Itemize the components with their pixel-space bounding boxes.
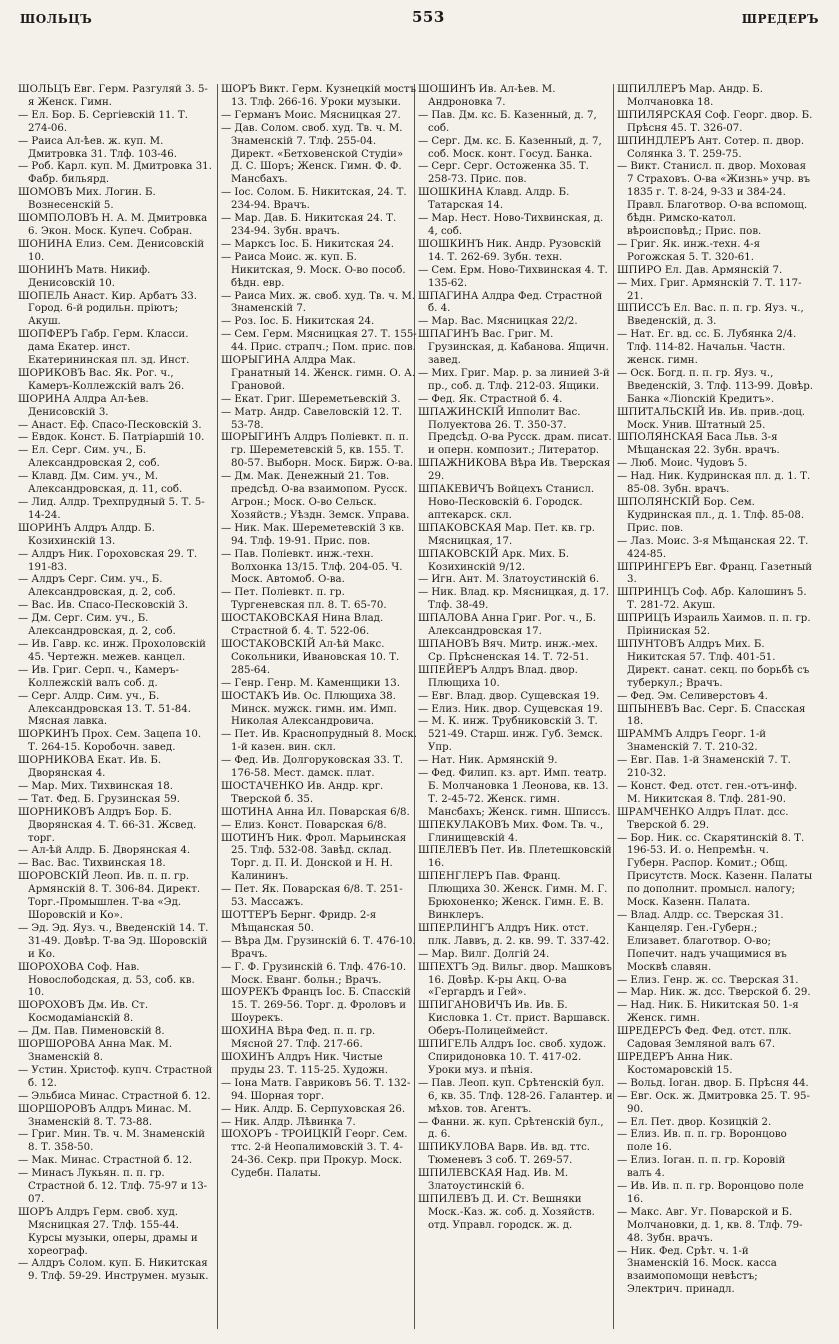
directory-entry: — Викт. Станисл. п. двор. Моховая 7 Страховъ. О-ва «Жизнь» учр. въ 1835 г. Т. 8-24, 9-33 и 384-24. Правл. Благотвор. О-ва вспомощ. бѣдн. Римско-катол. вѣроисповѣд.; Прис. пов. xyxy=(617,161,810,237)
directory-entry: — Елиз. Конст. Поварская 6/8. xyxy=(221,819,387,831)
directory-entry: ШОУРЕКЪ Францъ Іос. Б. Спасскій 15. Т. 269-56. Торг. д. Фроловъ и Шоурекъ. xyxy=(221,987,411,1025)
directory-entry: — Над. Ник. Кудринская пл. д. 1. Т. 85-08. Зубн. врачъ. xyxy=(617,471,811,496)
directory-entry: ШОРШОРОВЪ Алдръ Минас. М. Знаменскій 8. Т. 73-88. xyxy=(18,1103,192,1128)
directory-entry: — Тат. Фед. Б. Грузинская 59. xyxy=(18,793,181,805)
directory-entry: — Мар. Ник. ж. дсс. Тверской б. 29. xyxy=(617,987,811,999)
directory-entry: — Макс. Авг. Уг. Поварской и Б. Молчановки, д. 1, кв. 8. Тлф. 79-48. Зубн. врачъ. xyxy=(617,1206,803,1244)
directory-entry: ШРАММЪ Алдръ Георг. 1-й Знаменскій 7. Т. 210-32. xyxy=(617,729,767,754)
directory-entry: ШПАНОВЪ Вяч. Митр. инж.-мех. Ср. Прѣсненская 14. Т. 72-51. xyxy=(418,638,598,663)
directory-entry: ШОЛЬЦЪ Евг. Герм. Разгуляй 3. 5-я Женск. Гимн. xyxy=(18,84,208,108)
directory-entry: ШОПЕЛЬ Анаст. Кир. Арбатъ 33. Город. 6-й родильн. пріютъ; Акуш. xyxy=(18,290,197,328)
directory-entry: — Эд. Эд. Яуз. ч., Введенскій 14. Т. 31-49. Довѣр. Т-ва Эд. Шоровскій и Ко. xyxy=(18,922,209,960)
directory-entry: ШПЕЛЕВЪ Пет. Ив. Плетешковскій 16. xyxy=(418,845,612,870)
directory-entry: ШПИЛЕВЪ Д. И. Ст. Вешняки Моск.-Каз. ж. соб. д. Хозяйств. отд. Управл. городск. ж. д. xyxy=(418,1193,595,1231)
directory-entry: ШРАМЧЕНКО Алдръ Плат. дсс. Тверской б. 29. xyxy=(617,806,789,831)
directory-entry: — Серг. Серг. Остоженка 35. Т. 258-73. Прис. пов. xyxy=(418,161,589,186)
directory-entry: ШПИРО Ел. Дав. Армянскій 7. xyxy=(617,264,783,276)
directory-entry: — Люб. Моис. Чудовъ 5. xyxy=(617,458,748,470)
directory-entry: ШОНИНЪ Матв. Никиф. Денисовскій 10. xyxy=(18,264,151,289)
directory-entry: ШРЕДЕРСЪ Фед. Фед. отст. плк. Садовая Земляной валъ 67. xyxy=(617,1026,792,1051)
directory-entry: — М. К. инж. Трубниковскій 3. Т. 521-49. Старш. инж. Губ. Земск. Упр. xyxy=(418,716,603,754)
directory-entry: — Іона Матв. Гавриковъ 56. Т. 132-94. Шорная торг. xyxy=(221,1077,411,1102)
directory-entry: — Вѣра Дм. Грузинскій 6. Т. 476-10. Врачъ. xyxy=(221,935,416,960)
directory-entry: — Ник. Влад. кр. Мясницкая, д. 17. Тлф. 38-49. xyxy=(418,587,610,612)
directory-entry: — Фед. Эм. Селиверстовъ 4. xyxy=(617,690,768,702)
running-head-left: ШОЛЬЦЪ xyxy=(20,12,93,26)
directory-entry: ШОПФЕРЪ Габр. Герм. Класси. дама Екатер. инст. Екатерининская пл. зд. Инст. xyxy=(18,329,190,367)
directory-entry: — Евг. Пав. 1-й Знаменскій 7. Т. 210-32. xyxy=(617,755,791,780)
directory-entry: — Дм. Пав. Пименовскій 8. xyxy=(18,1026,165,1038)
directory-entry: ШПИЛЯРСКАЯ Соф. Георг. двор. Б. Прѣсня 45. Т. 326-07. xyxy=(617,109,813,134)
directory-entry: ШОРНИКОВА Екат. Ив. Б. Дворянская 4. xyxy=(18,755,162,780)
directory-entry: ШПАЖНИКОВА Вѣра Ив. Тверская 29. xyxy=(418,458,611,483)
directory-entry: — Алдръ Серг. Сим. уч., Б. Александровская, д. 2, соб. xyxy=(18,574,176,599)
directory-entry: — Пав. Дм. кс. Б. Казенный, д. 7, соб. xyxy=(418,109,597,134)
directory-entry: ШОТИНА Анна Ил. Поварская 6/8. xyxy=(221,806,410,818)
column-divider xyxy=(217,84,218,1329)
directory-entry: — Лид. Алдр. Трехпрудный 5. Т. 5-14-24. xyxy=(18,497,205,521)
directory-entry: — Минасъ Лукьян. п. п. гр. Страстной б. 12. Тлф. 75-97 и 13-07. xyxy=(18,1168,208,1205)
directory-entry: — Пет. Ив. Краснопрудный 8. Моск. 1-й казен. вин. скл. xyxy=(221,729,417,754)
directory-entry: ШПРИНГЕРЪ Евг. Франц. Газетный 3. xyxy=(617,561,813,586)
page-header xyxy=(12,4,827,34)
directory-entry: — Фед. Филип. кз. арт. Имп. театр. Б. Молчановка 1 Леонова, кв. 13. Т. 2-45-72. Женск. гимн. Мансбахъ; Женск. гимн. Шписсъ. xyxy=(418,768,611,818)
directory-entry: ШПАКЕВИЧЪ Войцехъ Станисл. Ново-Песковскій 6. Городск. аптекарск. скл. xyxy=(418,484,595,521)
directory-entry: ШОСТАКОВСКАЯ Нина Влад. Страстной б. 4. Т. 522-06. xyxy=(221,613,384,638)
directory-entry: — Раиса Мих. ж. своб. худ. Тв. ч. М. Знаменскій 7. xyxy=(221,290,416,315)
directory-entry: — Мар. Дав. Б. Никитская 24. Т. 234-94. Зубн. врачъ. xyxy=(221,213,397,237)
directory-entry: ШОХИНА Вѣра Фед. п. п. гр. Мясной 27. Тлф. 217-66. xyxy=(221,1026,376,1051)
directory-entry: ШПЕНГЛЕРЪ Пав. Франц. Плющиха 30. Женск. Гимн. М. Г. Брюхоненко; Женск. Гимн. Е. В. Винклеръ. xyxy=(418,871,608,921)
directory-entry: — Григ. Як. инж.-техн. 4-я Рогожская 5. Т. 320-61. xyxy=(617,238,761,263)
directory-entry: — Игн. Ант. М. Златоустинскій 6. xyxy=(418,574,600,586)
directory-entry: ШПАЖИНСКІЙ Ипполит Вас. Полуектова 26. Т. 350-37. Предсѣд. О-ва Русск. драм. писат. и оперн. композит.; Литератор. xyxy=(418,406,612,457)
directory-entry: ШРЕДЕРЪ Анна Ник. Костомаровскій 15. xyxy=(617,1051,733,1076)
directory-entry: — Евг. Оск. ж. Дмитровка 25. Т. 95-90. xyxy=(617,1090,810,1115)
directory-entry: ШОРИНА Алдра Ал-ѣев. Денисовскій 3. xyxy=(18,393,149,418)
directory-entry: — Клавд. Дм. Сим. уч., М. Александровская, д. 11, соб. xyxy=(18,471,183,496)
column-4 xyxy=(617,84,813,1334)
directory-entry: ШПАГИНЪ Вас. Григ. М. Грузинская, д. Кабанова. Ящичн. завед. xyxy=(418,329,609,367)
directory-entry: — Роб. Карл. куп. М. Дмитровка 31. Фабр. бильярд. xyxy=(18,161,212,186)
column-2 xyxy=(221,84,417,1334)
directory-entry: ШПЕЙЕРЪ Алдръ Влад. двор. Плющиха 10. xyxy=(418,664,578,689)
directory-entry: — Фед. Ив. Долгоруковская 33. Т. 176-58. Мест. дамск. плат. xyxy=(221,755,404,780)
directory-entry: ШОШКИНА Клавд. Алдр. Б. Татарская 14. xyxy=(418,187,570,212)
directory-entry: — Сем. Ерм. Ново-Тихвинская 4. Т. 135-62. xyxy=(418,264,608,289)
directory-entry: — Мар. Вас. Мясницкая 22/2. xyxy=(418,316,578,328)
directory-entry: — Фед. Як. Страстной б. 4. xyxy=(418,393,563,405)
directory-entry: — Мар. Вилг. Долгій 24. xyxy=(418,948,550,960)
directory-entry: — Евг. Влад. двор. Сущевская 19. xyxy=(418,690,600,702)
directory-entry: — Бор. Ник. сс. Скарятинскій 8. Т. 196-53. И. о. Непремѣн. ч. Губерн. Распор. Комит.; Общ. Присутств. Моск. Казенн. Палаты по дополнит. промысл. налогу; Моск. Казенн. Палата. xyxy=(617,832,813,909)
directory-entry: — Оск. Богд. п. п. гр. Яуз. ч., Введенскій, 3. Тлф. 113-99. Довѣр. Банка «Лionскій Кредитъ». xyxy=(617,367,813,405)
directory-entry: ШОШИНЪ Ив. Ал-ѣев. М. Андроновка 7. xyxy=(418,84,556,108)
directory-entry: — Мар. Нест. Ново-Тихвинская, д. 4, соб. xyxy=(418,213,604,237)
directory-entry: — Мак. Минас. Страстной б. 12. xyxy=(18,1155,193,1167)
column-3 xyxy=(418,84,614,1334)
directory-entry: — Ник. Алдр. Лѣвинка 7. xyxy=(221,1116,356,1128)
directory-entry: — Мих. Григ. Армянскій 7. Т. 117-21. xyxy=(617,277,802,302)
directory-entry: ШОРОХОВА Соф. Нав. Новослободская, д. 53, соб. кв. 10. xyxy=(18,961,195,999)
directory-entry: ШПИЛЛЕРЪ Мар. Андр. Б. Молчановка 18. xyxy=(617,84,764,108)
directory-entry: ШОРЪ Викт. Герм. Кузнецкій мостъ 13. Тлф. 266-16. Уроки музыки. xyxy=(221,84,416,108)
directory-entry: — Екат. Григ. Шереметьевскій 3. xyxy=(221,393,401,405)
directory-entry: — Пет. Поліевкт. п. гр. Тургеневская пл. 8. Т. 65-70. xyxy=(221,587,387,612)
directory-entry: ШПАКОВСКАЯ Мар. Пет. кв. гр. Мясницкая, 17. xyxy=(418,522,596,547)
directory-entry: — Елиз. Ив. п. п. гр. Воронцово поле 16. xyxy=(617,1129,787,1154)
directory-entry: ШПАГИНА Алдра Фед. Страстной б. 4. xyxy=(418,290,603,315)
directory-entry: ШПРИНЦЪ Соф. Абр. Калошинъ 5. Т. 281-72. Акуш. xyxy=(617,587,807,612)
directory-entry: — Г. Ф. Грузинскій 6. Тлф. 476-10. Моск. Еванг. больн.; Врачъ. xyxy=(221,961,407,986)
directory-entry: ШОРИНЪ Алдръ Алдр. Б. Козихинскій 13. xyxy=(18,522,155,547)
directory-entry: ШПИТАЛЬСКІЙ Ив. Ив. прив.-доц. Моск. Унив. Штатный 25. xyxy=(617,406,806,431)
directory-entry: ШПИКУЛОВА Варв. Ив. вд. ттс. Тюменевъ 3 соб. Т. 269-57. xyxy=(418,1142,591,1167)
directory-entry: ШПЫНЕВЪ Вас. Серг. Б. Спасская 18. xyxy=(617,703,806,728)
directory-entry: ШПИГЕЛЬ Алдръ Іос. своб. худож. Спиридоновка 10. Т. 417-02. Уроки муз. и пѣнія. xyxy=(418,1039,607,1076)
directory-entry: — Ал-ѣй Алдр. Б. Дворянская 4. xyxy=(18,845,191,857)
directory-entry: — Мар. Мих. Тихвинская 18. xyxy=(18,780,174,792)
directory-entry: — Пав. Леоп. куп. Срѣтенскій бул. 6, кв. 35. Тлф. 128-26. Галантер. и мѣхов. тов. Агентъ. xyxy=(418,1077,613,1115)
directory-entry: — Нат. Ник. Армянскій 9. xyxy=(418,755,558,767)
directory-entry: ШОХИНЪ Алдръ Ник. Чистые пруды 23. Т. 115-25. Художн. xyxy=(221,1051,389,1076)
directory-entry: — Германъ Моис. Мясницкая 27. xyxy=(221,109,401,121)
directory-entry: ШОТИНЪ Ник. Фрол. Марьинская 25. Тлф. 532-08. Завѣд. склад. Торг. д. П. И. Донской и Н. Н. Калининъ. xyxy=(221,832,407,883)
directory-entry: — Фанни. ж. куп. Срѣтенскій бул., д. 6. xyxy=(418,1116,604,1141)
directory-entry: — Ник. Фед. Срѣт. ч. 1-й Знаменскій 16. Моск. касса взаимопомощи невѣстъ; Электрич. принадл. xyxy=(617,1245,777,1296)
directory-entry: ШОМПОЛОВЪ Н. А. М. Дмитровка 6. Экон. Моск. Купеч. Собран. xyxy=(18,213,208,237)
directory-entry: — Нат. Ег. вд. сс. Б. Лубянка 2/4. Тлф. 114-82. Начальн. Частн. женск. гимн. xyxy=(617,329,797,367)
directory-entry: — Алдръ Ник. Гороховская 29. Т. 191-83. xyxy=(18,548,198,573)
directory-entry: — Елиз. Генр. ж. сс. Тверская 31. xyxy=(617,974,799,986)
directory-entry: — Роз. Іос. Б. Никитская 24. xyxy=(221,316,375,328)
directory-entry: ШОСТАКОВСКІЙ Ал-ѣй Макс. Сокольники, Ивановская 10. Т. 285-64. xyxy=(221,638,400,676)
directory-entry: ШОРНИКОВЪ Алдръ Бор. Б. Дворянская 4. Т. 66-31. Жсвед. торг. xyxy=(18,806,197,844)
directory-entry: — Серг. Алдр. Сим. уч., Б. Александровская 13. Т. 51-84. Мясная лавка. xyxy=(18,690,191,728)
directory-entry: ШПИГАНОВИЧЪ Ив. Ив. Б. Кисловка 1. Ст. прист. Варшавск. Оберъ-Полицеймейст. xyxy=(418,1000,610,1038)
directory-entry: ШПАЛОВА Анна Григ. Рог. ч., Б. Александровская 17. xyxy=(418,613,596,638)
directory-entry: — Эльбиса Минас. Страстной б. 12. xyxy=(18,1090,211,1102)
directory-entry: — Пав. Поліевкт. инж.-техн. Волхонка 13/15. Тлф. 204-05. Ч. Моск. Автомоб. О-ва. xyxy=(221,548,403,586)
directory-entry: ШПЕРЛИНГЪ Алдръ Ник. отст. плк. Лаввъ, д. 2. кв. 99. Т. 337-42. xyxy=(418,922,610,947)
directory-entry: ШОШКИНЪ Ник. Андр. Рузовскій 14. Т. 262-69. Зубн. техн. xyxy=(418,238,602,263)
directory-entry: ШПЕХТЪ Эд. Вильг. двор. Машковъ 16. Довѣр. К-ры Акц. О-ва «Гергардъ и Гей». xyxy=(418,961,612,999)
directory-entry: — Іос. Солом. Б. Никитская, 24. Т. 234-94. Врачъ. xyxy=(221,187,407,212)
directory-entry: — Над. Ник. Б. Никитская 50. 1-я Женск. гимн. xyxy=(617,1000,799,1025)
directory-entry: — Ив. Ив. п. п. гр. Воронцово поле 16. xyxy=(617,1181,804,1205)
directory-entry: — Раиса Моис. ж. куп. Б. Никитская, 9. Моск. О-во пособ. бѣдн. евр. xyxy=(221,251,406,289)
directory-entry: ШПОЛЯНСКІЙ Бор. Сем. Кудринская пл., д. 1. Тлф. 85-08. Прис. пов. xyxy=(617,497,805,534)
directory-entry: — Лаз. Моис. 3-я Мѣщанская 22. Т. 424-85. xyxy=(617,535,809,560)
directory-entry: — Ив. Григ. Серп. ч., Камеръ-Коллежскій валъ соб. д. xyxy=(18,664,179,689)
column-1 xyxy=(18,84,214,1334)
directory-entry: — Ел. Серг. Сим. уч., Б. Александровская 2, соб. xyxy=(18,445,160,470)
directory-entry: ШОРЫГИНЪ Алдръ Поліевкт. п. п. гр. Шереметевскій 5, кв. 155. Т. 80-57. Выборн. Моск. Бирж. О-ва. xyxy=(221,432,414,470)
directory-entry: ШОРИКОВЪ Вас. Як. Рог. ч., Камеръ-Коллежскій валъ 26. xyxy=(18,367,185,392)
directory-entry: — Дм. Серг. Сим. уч., Б. Александровская, д. 2, соб. xyxy=(18,613,176,638)
directory-entry: ШОНИНА Елиз. Сем. Денисовскій 10. xyxy=(18,238,205,263)
directory-entry: — Дав. Солом. своб. худ. Тв. ч. М. Знаменскій 7. Тлф. 255-04. Директ. «Бетховенской Студіи» Д. С. Шоръ; Женск. Гимн. Ф. Ф. Мансбахъ. xyxy=(221,122,404,186)
directory-entry: ШПИНДЛЕРЪ Ант. Сотер. п. двор. Солянка 3. Т. 259-75. xyxy=(617,135,805,160)
directory-entry: ШОТТЕРЪ Бернг. Фридр. 2-я Мѣщанская 50. xyxy=(221,910,377,934)
directory-entry: — Вас. Ив. Спасо-Песковскій 3. xyxy=(18,600,189,612)
directory-entry: ШОРШОРОВА Анна Мак. М. Знаменскій 8. xyxy=(18,1039,173,1063)
running-head-right: ШРЕДЕРЪ xyxy=(741,12,819,26)
directory-entry: — Ник. Мак. Шереметевскій 3 кв. 94. Тлф. 19-91. Прис. пов. xyxy=(221,522,405,547)
directory-entry: — Вас. Вас. Тихвинская 18. xyxy=(18,858,166,870)
directory-entry: ШОРЪ Алдръ Герм. своб. худ. Мясницкая 27. Тлф. 155-44. Курсы музыки, оперы, драмы и хореограф. xyxy=(18,1206,198,1257)
directory-entry: ШПИЛЕВСКАЯ Над. Ив. М. Златоустинскій 6. xyxy=(418,1168,569,1193)
directory-entry: — Ив. Гавр. кс. инж. Прохоловскій 45. Чертежн. межев. канцел. xyxy=(18,638,206,663)
directory-entry: — Влад. Алдр. сс. Тверская 31. Канцеляр. Ген.-Губерн.; Елизавет. благотвор. О-во; Попечит. надъ учащимися въ Москвѣ славян. xyxy=(617,910,787,973)
page-number: 553 xyxy=(412,8,445,26)
directory-entry: — Генр. Генр. М. Каменщики 13. xyxy=(221,677,401,689)
directory-entry: — Дм. Мак. Денежный 21. Тов. предсѣд. О-ва взаимопом. Русск. Агрон.; Моск. О-во Сельск. Хозяйств.; Уѣздн. Земск. Управа. xyxy=(221,471,410,521)
directory-entry: ШОСТАКЪ Ив. Ос. Плющиха 38. Минск. мужск. гимн. им. Имп. Николая Александровича. xyxy=(221,690,397,728)
directory-entry: — Анаст. Еф. Спасо-Песковскій 3. xyxy=(18,419,202,431)
directory-entry: ШПЕКУЛАКОВЪ Мих. Фом. Тв. ч., Глинищевскій 4. xyxy=(418,819,604,844)
directory-entry: ШОРЫГИНА Алдра Мак. Гранатный 14. Женск. гимн. О. А. Грановой. xyxy=(221,355,416,392)
directory-entry: ШПУНТОВЪ Алдръ Мих. Б. Никитская 57. Тлф. 401-51. Директ. санат. секц. по борьбѣ съ туберкул.; Врачъ. xyxy=(617,638,810,689)
directory-entry: — Марксъ Іос. Б. Никитская 24. xyxy=(221,238,395,250)
directory-entry: — Вольд. Іоган. двор. Б. Прѣсня 44. xyxy=(617,1077,809,1089)
directory-entry: — Сем. Герм. Мясницкая 27. Т. 155-44. Прис. страпч.; Пом. прис. пов. xyxy=(221,329,417,354)
directory-entry: — Раиса Ал-ѣев. ж. куп. М. Дмитровка 31. Тлф. 103-46. xyxy=(18,135,177,160)
directory-entry: — Ел. Пет. двор. Козицкій 2. xyxy=(617,1116,772,1128)
directory-entry: — Устин. Христоф. купч. Страстной б. 12. xyxy=(18,1064,213,1089)
directory-entry: ШОРКИНЪ Прох. Сем. Зацепа 10. Т. 264-15. Коробочн. завед. xyxy=(18,729,202,754)
directory-entry: ШПОЛЯНСКАЯ Баса Льв. 3-я Мѣщанская 22. Зубн. врачъ. xyxy=(617,432,780,457)
directory-entry: — Мих. Григ. Мар. р. за линией 3-й пр., соб. д. Тлф. 212-03. Ящики. xyxy=(418,367,610,392)
directory-entry: — Григ. Мин. Тв. ч. М. Знаменскій 8. Т. 358-50. xyxy=(18,1129,205,1154)
directory-entry: — Елиз. Іоган. п. п. гр. Коровій валъ 4. xyxy=(617,1155,786,1180)
directory-entry: — Ел. Бор. Б. Сергіевскій 11. Т. 274-06. xyxy=(18,109,188,134)
directory-entry: — Алдръ Солом. куп. Б. Никитская 9. Тлф. 59-29. Инструмен. музык. xyxy=(18,1258,209,1283)
directory-entry: ШПАКОВСКІЙ Арк. Мих. Б. Козихинскій 9/12. xyxy=(418,548,570,573)
directory-entry: — Матр. Андр. Савеловскій 12. Т. 53-78. xyxy=(221,406,403,431)
directory-entry: — Серг. Дм. кс. Б. Казенный, д. 7, соб. Моск. конт. Госуд. Банка. xyxy=(418,135,602,160)
directory-entry: — Елиз. Ник. двор. Сущевская 19. xyxy=(418,703,603,715)
directory-entry: ШОМОВЪ Мих. Логин. Б. Вознесенскій 5. xyxy=(18,187,156,212)
directory-entry: — Конст. Фед. отст. ген.-отъ-инф. М. Никитская 8. Тлф. 281-90. xyxy=(617,780,798,805)
directory-entry: ШОСТАЧЕНКО Ив. Андр. крг. Тверской б. 35. xyxy=(221,780,384,805)
directory-entry: — Пет. Як. Поварская 6/8. Т. 251-53. Массажъ. xyxy=(221,884,403,909)
directory-entry: ШПРИЦЪ Израиль Хаимов. п. п. гр. Пріиниская 52. xyxy=(617,613,811,638)
directory-entry: — Ник. Алдр. Б. Серпуховская 26. xyxy=(221,1103,406,1115)
directory-entry: ШОХОРЪ - ТРОИЦКІЙ Георг. Сем. ттс. 2-й Неопалимовскій 3. Т. 4-24-36. Секр. при Прокур. Моск. Судебн. Палаты. xyxy=(221,1129,408,1180)
directory-entry: ШОРОВСКІЙ Леоп. Ив. п. п. гр. Армянскій 8. Т. 306-84. Директ. Торг.-Промышлен. Т-ва «Эд. Шоровскій и Ко». xyxy=(18,871,201,921)
directory-entry: ШОРОХОВЪ Дм. Ив. Ст. Космодаміанскій 8. xyxy=(18,1000,149,1025)
directory-entry: — Евдок. Конст. Б. Патріаршій 10. xyxy=(18,432,205,444)
directory-entry: ШПИССЪ Ел. Вас. п. п. гр. Яуз. ч., Введенскій, д. 3. xyxy=(617,303,804,328)
